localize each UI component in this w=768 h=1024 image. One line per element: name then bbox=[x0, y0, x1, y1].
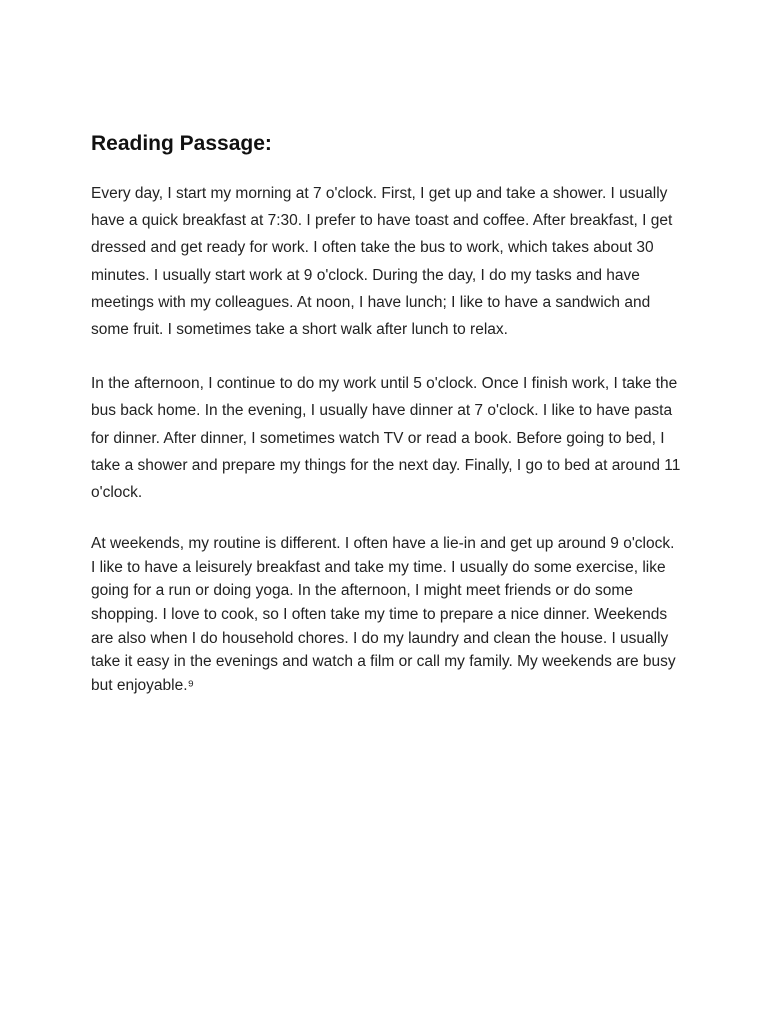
paragraph-afternoon-evening: In the afternoon, I continue to do my work until 5 o'clock. Once I finish work, I take the bus back home. In the evening, I usually have dinner at 7 o'clock. I like to have pasta for dinner. After dinner, I sometimes watch TV or read a book. Before going to bed, I take a shower and prepare my things for the next day. Finally, I go to bed at around 11 o'clock. bbox=[91, 375, 681, 502]
passage-title: Reading Passage: bbox=[91, 132, 272, 155]
reading-passage bbox=[91, 128, 683, 697]
paragraph-weekends: At weekends, my routine is different. I often have a lie-in and get up around 9 o'clock. I like to have a leisurely breakfast and take my time. I usually do some exercise, like going for a run or doing yoga. In the afternoon, I might meet friends or do some shopping. I love to cook, so I often take my time to prepare a nice dinner. Weekends are also when I do household chores. I do my laundry and clean the house. I usually take it easy in the evenings and watch a film or call my family. My weekends are busy but enjoyable.⁹ bbox=[91, 535, 676, 694]
paragraph-morning-routine: Every day, I start my morning at 7 o'clock. First, I get up and take a shower. I usually have a quick breakfast at 7:30. I prefer to have toast and coffee. After breakfast, I get dressed and get ready for work. I often take the bus to work, which takes about 30 minutes. I usually start work at 9 o'clock. During the day, I do my tasks and have meetings with my colleagues. At noon, I have lunch; I like to have a sandwich and some fruit. I sometimes take a short walk after lunch to relax. bbox=[91, 185, 673, 339]
